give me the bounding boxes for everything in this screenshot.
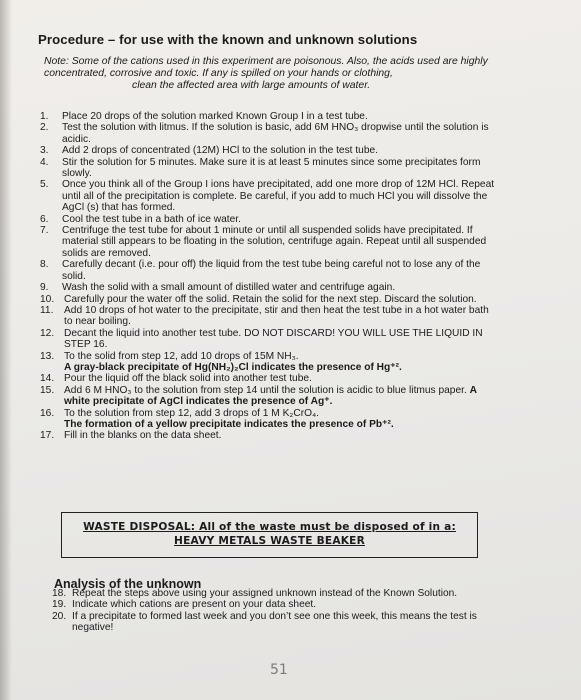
step-item: 12. Decant the liquid into another test tube. DO NOT DISCARD! YOU WILL USE THE LIQUID IN STEP 16. bbox=[40, 327, 483, 351]
step-item: 3. Add 2 drops of concentrated (12M) HCl to the solution in the test tube. bbox=[40, 145, 378, 157]
step-item: 4. Stir the solution for 5 minutes. Make sure it is at least 5 minutes since some precipitates form slowly. bbox=[40, 156, 481, 180]
analysis-item: 19. Indicate which cations are present on your data sheet. bbox=[52, 599, 317, 611]
step-16-result: The formation of a yellow precipitate indicates the presence of Pb⁺². bbox=[64, 418, 394, 430]
step-item: 13. To the solid from step 12, add 10 drops of 15M NH₃. A gray-black precipitate of Hg(NH₂)₂Cl indicates the presence of Hg⁺². bbox=[40, 350, 402, 373]
step-13-result: A gray-black precipitate of Hg(NH₂)₂Cl indicates the presence of Hg⁺². bbox=[64, 361, 402, 373]
step-item: 10. Carefully pour the water off the solid. Retain the solid for the next step. Discard the solution. bbox=[40, 293, 477, 305]
step-item: 8. Carefully decant (i.e. pour off) the liquid from the test tube being careful not to lose any of the solid. bbox=[40, 259, 481, 282]
step-item: 7. Centrifuge the test tube for about 1 minute or until all suspended solids have precipitated. If material still appears to be floating in the solution, centrifuge again. Repeat until all suspended solids are removed. bbox=[40, 225, 487, 259]
note-line-1: Note: Some of the cations used in this experiment are poisonous. Also, the acids used bbox=[44, 56, 440, 67]
step-item: 11. Add 10 drops of hot water to the precipitate, stir and then heat the test tube in a hot water bath to near boiling. bbox=[40, 304, 489, 328]
step-15-result: A white precipitate of AgCl indicates the presence of Ag⁺. bbox=[64, 384, 477, 408]
procedure-heading: Procedure – for use with the known and unknown solutions bbox=[38, 32, 418, 47]
step-item: 9. Wash the solid with a small amount of distilled water and centrifuge again. bbox=[40, 282, 396, 294]
step-item: 5. Once you think all of the Group I ions have precipitated, add one more drop of 12M HCl. Repeat until all of the precipitation is complete. Be careful, if you add to much HCl you will dissolve the AgCl (s) that has formed. bbox=[40, 179, 495, 214]
waste-disposal-line-1: WASTE DISPOSAL: All of the waste must be disposed of in a: bbox=[83, 521, 456, 533]
waste-disposal-line-2: HEAVY METALS WASTE BEAKER bbox=[174, 535, 365, 547]
step-item: 6. Cool the test tube in a bath of ice water. bbox=[40, 213, 241, 225]
step-item: 16. To the solution from step 12, add 3 drops of 1 M K₂CrO₄. The formation of a yellow precipitate indicates the presence of Pb⁺². bbox=[40, 407, 394, 430]
page-edge-shadow bbox=[0, 0, 12, 700]
waste-disposal-box bbox=[61, 512, 478, 558]
safety-note bbox=[44, 56, 494, 93]
analysis-list bbox=[52, 588, 502, 634]
step-item: 2. Test the solution with litmus. If the solution is basic, add 6M HNO₃ dropwise until the solution is acidic. bbox=[40, 122, 489, 145]
analysis-item: 20. If a precipitate to formed last week and you don’t see one this week, this means the test is negative! bbox=[52, 610, 477, 634]
note-line-2: are highly concentrated, corrosive and toxic. If any is spilled on your hands or clothing, bbox=[44, 56, 488, 80]
step-item: 15. Add 6 M HNO₃ to the solution from step 14 until the solution is acidic to blue litmus paper. A white precipitate of AgCl indicates the presence of Ag⁺. bbox=[40, 384, 477, 408]
procedure-steps-list bbox=[40, 111, 500, 442]
note-line-3: clean the affected area with large amounts of water. bbox=[132, 80, 371, 92]
step-item: 1. Place 20 drops of the solution marked Known Group I in a test tube. bbox=[40, 111, 368, 122]
step-item: 14. Pour the liquid off the black solid into another test tube. bbox=[40, 373, 312, 385]
page-number: 51 bbox=[270, 662, 288, 678]
analysis-heading: Analysis of the unknown bbox=[54, 577, 202, 591]
analysis-item: 18. Repeat the steps above using your assigned unknown instead of the Known Solution. bbox=[52, 588, 458, 599]
step-item: 17. Fill in the blanks on the data sheet. bbox=[40, 430, 222, 442]
